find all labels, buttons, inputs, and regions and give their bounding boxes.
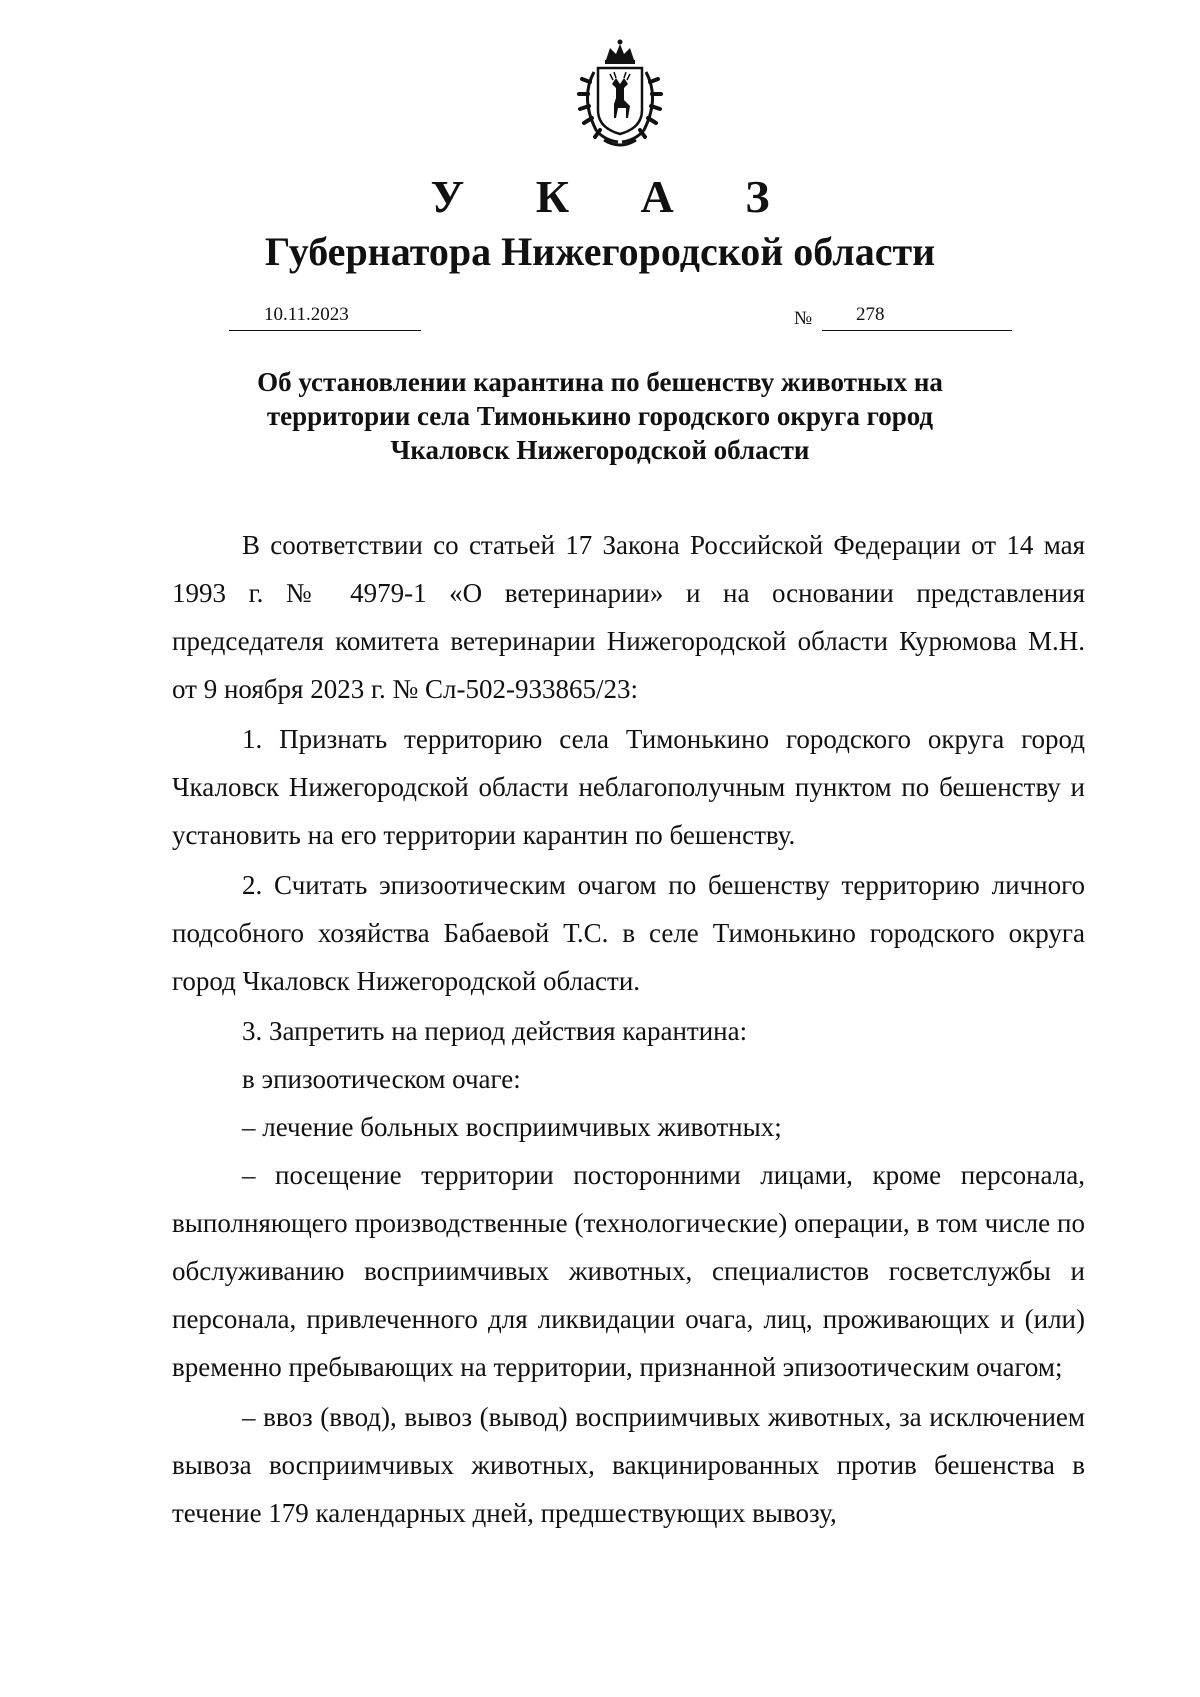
decree-heading: У К А З <box>430 171 800 222</box>
title-line: территории села Тимонькино городского округа город <box>266 401 934 431</box>
number-sign: № <box>794 308 813 329</box>
decree-number: 278 <box>856 304 885 325</box>
clause-3-item: – ввоз (ввод), вывоз (вывод) восприимчивых животных, за исключением вывоза восприимчивых животных, вакцинированных против бешенства в течение 179 календарных дней, предшествующих вывозу, <box>172 1402 1085 1528</box>
title-line: Об установлении карантина по бешенству животных на <box>257 367 943 397</box>
preamble-paragraph: В соответствии со статьей 17 Закона Российской Федерации от 14 мая 1993 г. № 4979-1 «О ветеринарии» и на основании представления председателя комитета ветеринарии Нижегородской области Курюмова М.Н. от 9 ноября 2023 г. № Сл-502-933865/23: <box>172 530 1085 704</box>
issuer-heading: Губернатора Нижегородской области <box>264 229 936 274</box>
decree-body <box>172 521 1085 1539</box>
clause-3-subheading: в эпизоотическом очаге: <box>242 1064 521 1094</box>
clause-1: 1. Признать территорию села Тимонькино городского округа город Чкаловск Нижегородской области неблагополучным пунктом по бешенству и установить на его территории карантин по бешенству. <box>172 724 1085 850</box>
clause-3-item: – лечение больных восприимчивых животных; <box>242 1112 782 1142</box>
decree-title <box>200 365 1000 467</box>
clause-3-item: – посещение территории посторонними лицами, кроме персонала, выполняющего производственные (технологические) операции, в том числе по обслуживанию восприимчивых животных, специалистов госветслужбы и персонала, привлеченного для ликвидации очага, лиц, проживающих и (или) временно пребывающих на территории, признанной эпизоотическим очагом; <box>172 1160 1085 1382</box>
clause-2: 2. Считать эпизоотическим очагом по бешенству территорию личного подсобного хозяйства Бабаевой Т.С. в селе Тимонькино городского округа город Чкаловск Нижегородской области. <box>172 870 1085 996</box>
title-line: Чкаловск Нижегородской области <box>390 435 810 465</box>
number-underline <box>822 306 1012 331</box>
clause-3: 3. Запретить на период действия карантина: <box>242 1016 748 1046</box>
decree-date: 10.11.2023 <box>264 304 349 325</box>
nizhny-novgorod-coat-of-arms-icon <box>560 38 680 150</box>
